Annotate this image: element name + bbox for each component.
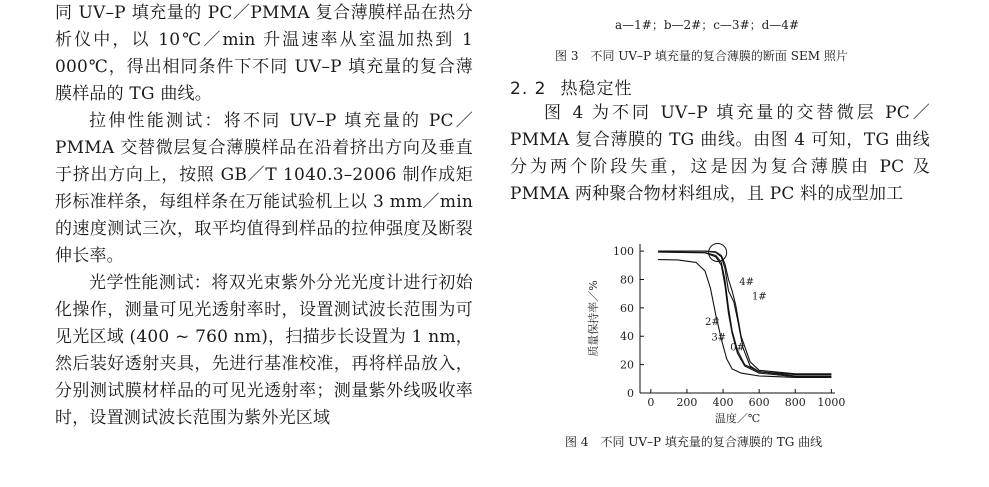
section-number: 2. 2 — [510, 79, 547, 99]
x-tick-label: 200 — [676, 396, 698, 409]
fig3-legend: a—1#；b—2#；c—3#；d—4# — [615, 18, 799, 32]
fig3-caption: 图 3 不同 UV–P 填充量的复合薄膜的断面 SEM 照片 — [555, 49, 848, 63]
tg-chart — [585, 236, 845, 426]
chart-axes — [613, 244, 845, 409]
series-label: 0# — [730, 342, 746, 354]
series-label: 2# — [705, 316, 720, 328]
left-paragraph-1: 同 UV–P 填充量的 PC／PMMA 复合薄膜样品在热分析仪中，以 10℃／min 升温速率从室温加热到 1 000℃，得出相同条件下不同 UV–P 填充量的复合薄膜样品的 TG 曲线。 — [55, 3, 473, 104]
y-axis-label: 质量保持率／% — [587, 280, 600, 357]
x-tick-label: 0 — [647, 396, 655, 409]
tg-series-line — [658, 252, 831, 376]
section-title: 热稳定性 — [560, 79, 633, 99]
y-tick-label: 20 — [620, 358, 634, 372]
series-label: 1# — [751, 291, 767, 303]
x-tick-label: 400 — [712, 396, 734, 409]
series-label: 4# — [739, 277, 755, 289]
x-axis-label: 温度／℃ — [714, 412, 761, 425]
y-tick-label: 0 — [627, 387, 634, 400]
right-paragraph-1: 图 4 为不同 UV–P 填充量的交替微层 PC／PMMA 复合薄膜的 TG 曲线。由图 4 可知，TG 曲线分为两个阶段失重，这是因为复合薄膜由 PC 及 PMMA 两种聚合物材料组成，且 PC 料的成型加工 — [510, 103, 930, 204]
chart-series-layer — [658, 244, 831, 378]
y-tick-label: 40 — [620, 330, 634, 344]
left-paragraph-3: 光学性能测试：将双光束紫外分光光度计进行初始化操作，测量可见光透射率时，设置测试波长范围为可见光区域 (400 ~ 760 nm)，扫描步长设置为 1 nm，然后装好透射夹具，先进行基准校准，再将样品放入，分别测试膜材样品的可见光透射率；测量紫外线吸收率时，设置测试波长范围为紫外光区域 — [55, 273, 473, 428]
left-column — [55, 0, 473, 432]
y-tick-label: 60 — [620, 301, 634, 315]
x-tick-label: 800 — [784, 396, 806, 409]
y-tick-label: 100 — [613, 245, 634, 259]
tg-series-line — [658, 251, 831, 374]
chart-labels-layer — [705, 277, 767, 353]
right-column — [510, 100, 930, 208]
tg-chart-svg — [585, 236, 845, 426]
left-paragraph-2: 拉伸性能测试：将不同 UV–P 填充量的 PC／PMMA 交替微层复合薄膜样品在沿着挤出方向及垂直于挤出方向上，按照 GB／T 1040.3–2006 制作成矩形标准样条，每组样条在万能试验机上以 3 mm／min 的速度测试三次，取平均值得到样品的拉伸强度及断裂伸长率。 — [55, 111, 473, 266]
x-tick-label: 600 — [748, 396, 770, 409]
x-tick-label: 1000 — [817, 396, 845, 409]
tg-series-line — [658, 252, 831, 377]
section-heading — [510, 74, 632, 99]
fig4-caption: 图 4 不同 UV–P 填充量的复合薄膜的 TG 曲线 — [565, 435, 823, 449]
tg-series-line — [658, 251, 831, 375]
y-tick-label: 80 — [620, 273, 634, 287]
series-label: 3# — [711, 332, 727, 344]
